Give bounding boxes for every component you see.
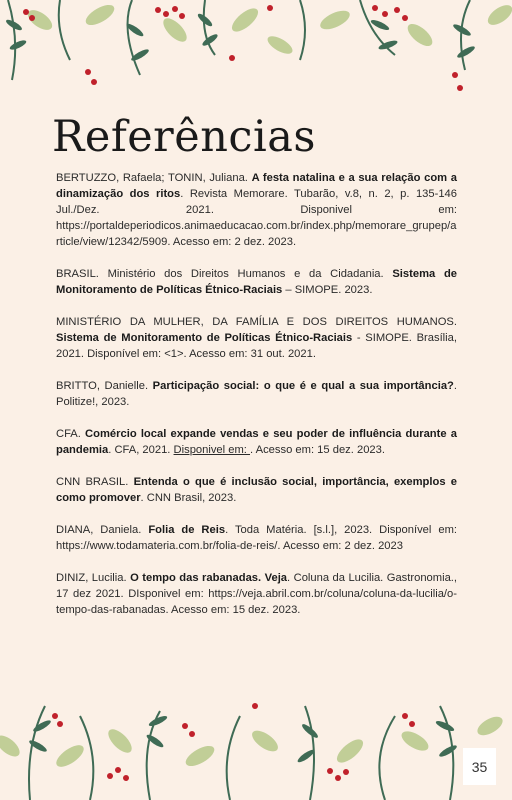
- page-title: Referências: [52, 112, 316, 162]
- reference-text: . Toda Matéria. [s.l.], 2023. Disponível em: https://www.todamateria.com.br/folia-de-reis/. Acesso em: 2 dez. 2023: [56, 524, 458, 552]
- reference-title: Participação social: o que é e qual a sua importância?: [152, 380, 454, 392]
- reference-title: O tempo das rabanadas.: [130, 572, 262, 584]
- bottom-foliage-decoration: [0, 686, 512, 800]
- reference-entry: [56, 314, 457, 362]
- reference-title: Sistema de Monitoramento de Políticas Étnico-Raciais: [56, 332, 353, 344]
- top-foliage-decoration: [0, 0, 512, 110]
- reference-text: – SIMOPE. 2023.: [282, 284, 373, 296]
- reference-link[interactable]: Disponivel em:: [173, 444, 251, 456]
- reference-entry: [56, 570, 457, 618]
- reference-title: Veja: [264, 572, 288, 584]
- reference-text: DIANA, Daniela.: [56, 524, 149, 536]
- reference-text: - SIMOPE. Brasília, 2021. Disponível em: <1>. Acesso em: 31 out. 2021.: [56, 332, 457, 360]
- reference-list: [56, 170, 457, 634]
- reference-text: BERTUZZO, Rafaela; TONIN, Juliana.: [56, 172, 252, 184]
- reference-title: Entenda o que é inclusão social, importância, exemplos e como promover: [56, 476, 457, 504]
- reference-text: DINIZ, Lucilia.: [56, 572, 131, 584]
- reference-entry: [56, 474, 457, 506]
- reference-title: Sistema de Monitoramento de Políticas Étnico-Raciais: [56, 268, 458, 296]
- reference-text: BRITTO, Danielle.: [56, 380, 153, 392]
- reference-title: Folia de Reis: [148, 524, 226, 536]
- reference-entry: [56, 426, 457, 458]
- reference-text: BRASIL. Ministério dos Direitos Humanos e da Cidadania.: [56, 268, 393, 280]
- reference-text: . Acesso em: 15 dez. 2023.: [250, 444, 385, 456]
- reference-entry: [56, 522, 457, 554]
- reference-text: . CNN Brasil, 2023.: [140, 492, 237, 504]
- reference-entry: [56, 266, 457, 298]
- reference-text: . Politize!, 2023.: [56, 380, 457, 408]
- reference-text: . Revista Memorare. Tubarão, v.8, n. 2, p. 135-146 Jul./Dez. 2021. Disponivel em: https://portaldeperiodicos.animaeducacao.com.br/index.php/memorare_grupep/article/view/12342/5909. Acesso em: 2 dez. 2023.: [56, 188, 457, 248]
- reference-text: . CFA, 2021.: [108, 444, 174, 456]
- reference-entry: [56, 170, 457, 250]
- reference-text: CFA.: [56, 428, 86, 440]
- reference-text: MINISTÉRIO DA MULHER, DA FAMÍLIA E DOS DIREITOS HUMANOS.: [56, 316, 457, 328]
- reference-title: Comércio local expande vendas e seu poder de influência durante a pandemia: [56, 428, 457, 456]
- reference-title: A festa natalina e a sua relação com a dinamização dos ritos: [56, 172, 457, 200]
- reference-entry: [56, 378, 457, 410]
- page-number: 35: [463, 748, 496, 785]
- leaf-icon: [8, 0, 470, 80]
- reference-text: . Coluna da Lucilia. Gastronomia., 17 dez 2021. DIsponivel em: https://veja.abril.com.br/coluna/coluna-da-lucilia/o-tempo-das-rabanadas. Acesso em: 15 dez. 2023.: [56, 572, 458, 616]
- reference-text: CNN BRASIL.: [56, 476, 134, 488]
